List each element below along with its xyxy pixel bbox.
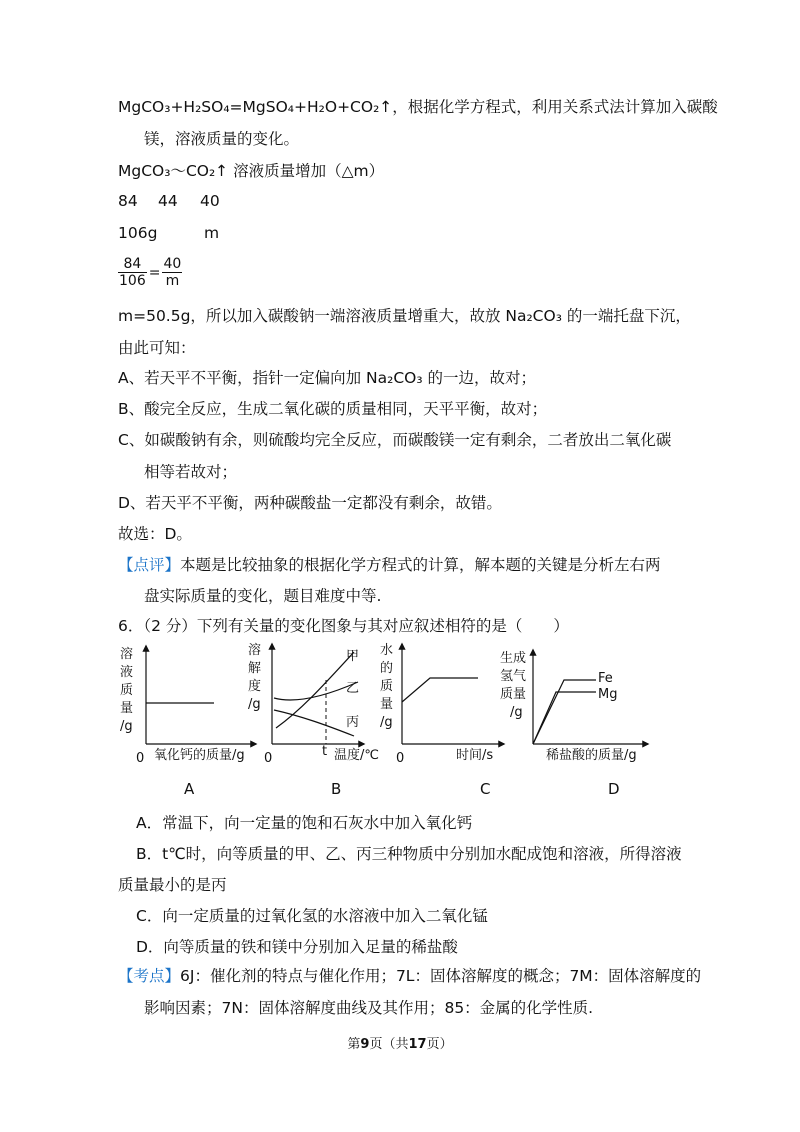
comment-cont: 盘实际质量的变化，题目难度中等. [144,587,382,605]
chart-a-caption: A [184,780,195,798]
option-b-cont: 质量最小的是丙 [118,876,227,894]
series-bing-label: 丙 [346,715,360,730]
analysis-d: D、若天平不平衡，两种碳酸盐一定都没有剩余，故错。 [118,494,502,512]
value-40: 40 [200,192,220,210]
y-axis-label [120,646,133,734]
series-fe-line [533,680,596,744]
chart-c-caption: C [480,780,491,798]
analysis-c-cont: 相等若故对； [144,463,238,481]
chart-b [246,640,379,770]
text-line: 由此可知： [118,339,196,357]
text-line: m=50.5g，所以加入碳酸钠一端溶液质量增重大，故放 Na₂CO₃ 的一端托盘下沉， [118,307,691,325]
series-jia-curve [276,652,354,728]
page-footer: 第9页（共17页） [347,1037,453,1052]
chart-d-caption: D [608,780,620,798]
origin-label: 0 [264,751,273,766]
total-pages: 17 [408,1037,427,1052]
kaodian-cont: 影响因素；7N：固体溶解度曲线及其作用；85：金属的化学性质. [144,999,594,1017]
svg-text:解: 解 [248,661,262,676]
svg-text:的: 的 [380,661,394,676]
svg-text:质: 质 [380,679,394,694]
comment-line: 【点评】本题是比较抽象的根据化学方程式的计算，解本题的关键是分析左右两 [118,556,661,574]
origin-label: 0 [136,751,145,766]
value-106g: 106g [118,224,158,242]
question-6: 6．（2 分）下列有关量的变化图象与其对应叙述相符的是（ ） [118,617,569,635]
svg-text:溶: 溶 [120,647,134,662]
svg-text:生成: 生成 [500,651,527,666]
analysis-b: B、酸完全反应，生成二氧化碳的质量相同，天平平衡，故对； [118,400,548,418]
option-b: B．t℃时，向等质量的甲、乙、丙三种物质中分别加水配成饱和溶液，所得溶液 [136,845,682,863]
answer-line: 故选：D。 [118,525,192,543]
comment-tag: 【点评】 [118,556,181,574]
series-mg-line [533,692,596,744]
option-d: D．向等质量的铁和镁中分别加入足量的稀盐酸 [136,938,458,956]
chart-c [378,640,508,770]
svg-text:度: 度 [248,679,262,694]
x-axis-label: 温度/℃ [334,748,379,763]
equation-line: MgCO₃+H₂SO₄=MgSO₄+H₂O+CO₂↑，根据化学方程式，利用关系式法计算加入碳酸 [118,98,718,116]
svg-text:/g: /g [380,715,393,730]
svg-text:氢气: 氢气 [500,669,527,684]
value-44: 44 [158,192,178,210]
x-axis-label: 时间/s [456,748,494,763]
kaodian-tag: 【考点】 [118,967,181,985]
svg-text:质量: 质量 [500,687,527,702]
option-a: A．常温下，向一定量的饱和石灰水中加入氧化钙 [136,814,473,832]
series-bing-curve [274,710,354,736]
chart-a [118,640,258,770]
chart-b-caption: B [331,780,342,798]
svg-text:/g: /g [510,705,523,720]
analysis-a: A、若天平不平衡，指针一定偏向加 Na₂CO₃ 的一边，故对； [118,369,537,387]
proportion-fraction: $\frac{84}{106}$ = $\frac{40}{m}$ [119,256,182,289]
origin-label: 0 [396,751,405,766]
svg-text:/g: /g [248,697,261,712]
series-mg-label: Mg [598,687,618,702]
svg-text:溶: 溶 [248,643,262,658]
x-axis-label: 稀盐酸的质量/g [546,748,637,763]
y-axis-label [248,642,261,712]
y-axis-label [500,650,526,720]
text-line: 镁，溶液质量的变化。 [144,130,300,148]
x-axis-label: 氧化钙的质量/g [154,748,245,763]
series-line [402,678,478,702]
svg-text:/g: /g [120,719,133,734]
analysis-c: C、如碳酸钠有余，则硫酸均完全反应，而碳酸镁一定有剩余，二者放出二氧化碳 [118,431,672,449]
kaodian-line: 【考点】6J：催化剂的特点与催化作用；7L：固体溶解度的概念；7M：固体溶解度的 [118,967,702,985]
series-jia-label: 甲 [346,649,360,664]
svg-text:量: 量 [380,697,394,712]
svg-text:液: 液 [120,665,134,680]
relation-line: MgCO₃～CO₂↑ 溶液质量增加（△m） [118,162,385,180]
series-fe-label: Fe [598,671,613,686]
svg-text:量: 量 [120,701,134,716]
y-axis-label [380,642,393,730]
svg-text:质: 质 [120,683,134,698]
value-84: 84 [118,192,138,210]
svg-text:水: 水 [380,643,394,658]
chart-d [500,640,650,770]
option-c: C．向一定质量的过氧化氢的水溶液中加入二氧化锰 [136,907,488,925]
current-page: 9 [360,1037,370,1052]
value-m: m [204,224,220,242]
series-yi-label: 乙 [346,681,360,696]
t-tick-label: t [322,744,328,759]
